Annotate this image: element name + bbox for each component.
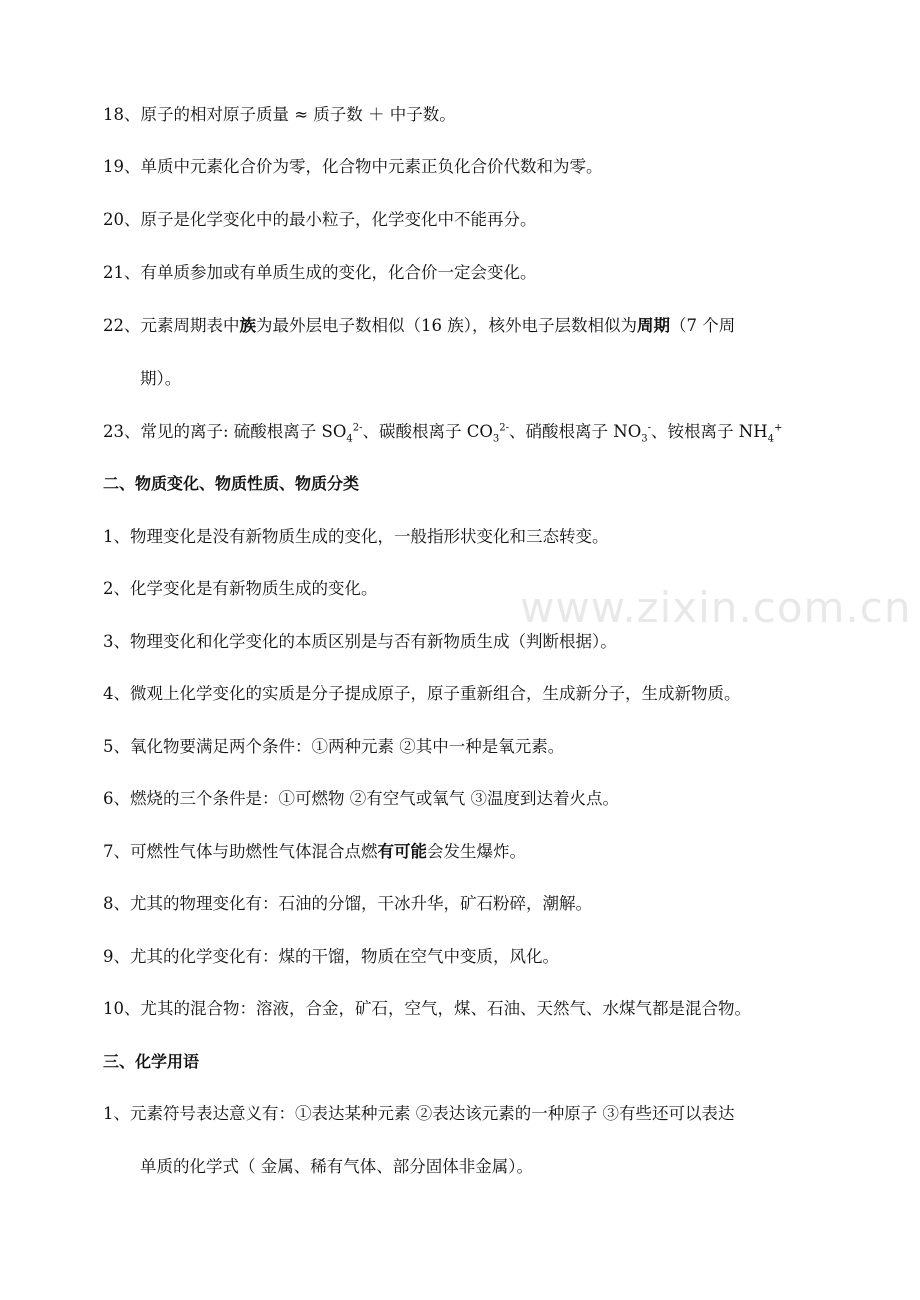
item-20: 20、原子是化学变化中的最小粒子，化学变化中不能再分。 [103,210,537,229]
item-2-2: 2、化学变化是有新物质生成的变化。 [103,579,378,598]
item-22-bold-zu: 族 [239,316,256,335]
item-2-7-text-a: 7、可燃性气体与助燃性气体混合点燃 [103,842,378,861]
item-23-mid1: 、碳酸根离子 CO [362,422,493,441]
item-23-prefix: 23、常见的离子: 硫酸根离子 SO [103,422,347,441]
nh4-subscript: 4 [767,433,774,445]
item-22 [103,314,900,338]
watermark: www.zixin.com.cn [520,583,912,632]
item-21: 21、有单质参加或有单质生成的变化，化合价一定会变化。 [103,263,537,282]
so4-subscript: 4 [346,433,353,445]
item-22-text-a: 22、元素周期表中 [103,316,240,335]
item-22-continuation: 期）。 [140,369,182,388]
so4-superscript: 2- [352,422,363,434]
item-23-mid2: 、硝酸根离子 NO [509,422,642,441]
item-2-1: 1、物理变化是没有新物质生成的变化，一般指形状变化和三态转变。 [103,527,609,546]
item-19: 19、单质中元素化合价为零，化合物中元素正负化合价代数和为零。 [103,157,603,176]
item-3-1: 1、元素符号表达意义有：①表达某种元素 ②表达该元素的一种原子 ③有些还可以表达 [103,1104,735,1123]
item-2-3: 3、物理变化和化学变化的本质区别是与否有新物质生成（判断根据）。 [103,632,617,651]
item-23-mid3: 、铵根离子 NH [651,422,768,441]
co3-subscript: 3 [492,433,500,445]
item-2-7 [103,840,900,864]
nh4-superscript: + [773,422,783,434]
item-22-bold-zhouqi: 周期 [637,316,670,335]
item-2-7-text-c: 会发生爆炸。 [427,842,526,861]
section-heading-3: 三、化学用语 [103,1052,200,1071]
item-2-4: 4、微观上化学变化的实质是分子提成原子，原子重新组合，生成新分子，生成新物质。 [103,684,741,703]
item-22-text-c: 为最外层电子数相似（16 族），核外电子层数相似为 [256,316,637,335]
item-2-6: 6、燃烧的三个条件是：①可燃物 ②有空气或氧气 ③温度到达着火点。 [103,789,619,808]
item-2-9: 9、尤其的化学变化有：煤的干馏，物质在空气中变质，风化。 [103,947,559,966]
no3-subscript: 3 [641,433,648,445]
item-2-8: 8、尤其的物理变化有：石油的分馏，干冰升华，矿石粉碎，潮解。 [103,894,592,913]
item-22-text-e: （7 个周 [670,316,736,335]
item-23 [103,420,900,444]
section-heading-2: 二、物质变化、物质性质、物质分类 [103,474,360,493]
co3-superscript: 2- [499,422,510,434]
item-3-1-continuation: 单质的化学式（ 金属、稀有气体、部分固体非金属）。 [140,1157,533,1176]
item-2-10: 10、尤其的混合物：溶液，合金，矿石，空气，煤、石油、天然气、水煤气都是混合物。 [103,999,751,1018]
item-2-5: 5、氧化物要满足两个条件：①两种元素 ②其中一种是氧元素。 [103,737,565,756]
no3-superscript: - [647,422,652,434]
item-2-7-bold: 有可能 [377,842,427,861]
item-18: 18、原子的相对原子质量 ≈ 质子数 ＋ 中子数。 [103,105,456,124]
